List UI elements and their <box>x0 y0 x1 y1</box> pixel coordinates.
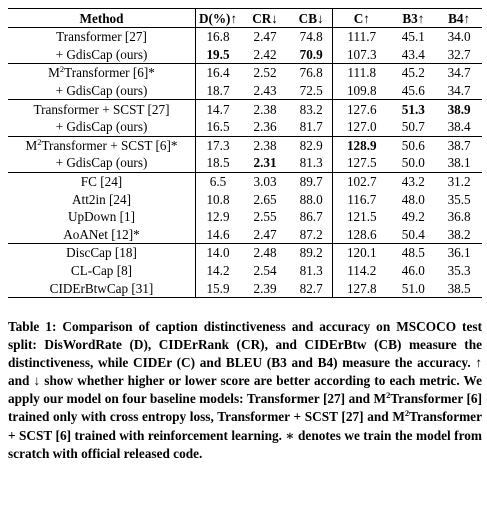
cell-c: 111.7 <box>333 28 391 46</box>
method-cell <box>8 46 196 64</box>
header-method: Method <box>8 9 196 28</box>
method-cell <box>8 118 196 136</box>
cell-cr: 2.55 <box>253 209 277 225</box>
cell-cb: 74.8 <box>290 28 333 46</box>
method-cell <box>8 190 196 208</box>
method-cell <box>8 244 196 262</box>
cell-b4: 38.5 <box>436 279 482 297</box>
method-name-suffix: Transformer [6]* <box>64 65 155 81</box>
cell-b4: 34.7 <box>436 64 482 82</box>
caption-text-3: Transformer + SCST [6] trained with reinforcement learning. ∗ denotes we train the model from scratch with official released code. <box>8 409 482 461</box>
header-d: D(%)↑ <box>196 9 241 28</box>
header-cb: CB↓ <box>290 9 333 28</box>
cell-cr: 2.65 <box>253 191 277 207</box>
cell-cr: 2.38 <box>240 100 290 118</box>
cell-b3: 46.0 <box>401 263 425 279</box>
cell-c: 116.7 <box>347 191 377 207</box>
table-row <box>8 100 482 118</box>
cell-cb: 82.9 <box>290 136 333 154</box>
cell-d: 18.5 <box>206 155 230 171</box>
cell-b3: 43.4 <box>401 46 425 62</box>
cell-c: 121.5 <box>346 209 377 225</box>
cell-c: 127.0 <box>346 119 377 135</box>
table-row <box>8 154 482 172</box>
cell-c: 109.8 <box>346 83 377 99</box>
cell-cr: 2.38 <box>240 136 290 154</box>
table-row <box>8 244 482 262</box>
cell-d: 19.5 <box>206 46 230 62</box>
table-row <box>8 46 482 64</box>
cell-c: 111.8 <box>333 64 391 82</box>
cell-cr: 2.39 <box>240 279 290 297</box>
cell-c: 120.1 <box>333 244 391 262</box>
table-caption <box>8 318 482 463</box>
caption-text-1: Table 1: Comparison of caption distinctiveness and accuracy on MSCOCO test split: DisWordRate (D), CIDErRank (CR), and CIDErBtw (CB) measure the distinctiveness, while CIDEr (C) and BLEU (B3 and B4) measure the accuracy. ↑ and ↓ show whether higher or lower score are better according to each metric. We apply our model on four baseline models: Transformer [27] and M <box>8 319 482 407</box>
header-cr: CR↓ <box>240 9 290 28</box>
table-row <box>8 118 482 136</box>
cell-b4: 38.9 <box>436 100 482 118</box>
cell-d: 16.5 <box>206 119 230 135</box>
method-name: M <box>48 65 60 81</box>
table-row <box>8 262 482 280</box>
cell-cr: 2.54 <box>253 263 277 279</box>
table-header-row <box>8 9 482 28</box>
cell-c: 107.3 <box>346 46 377 62</box>
cell-b3: 45.6 <box>401 83 425 99</box>
cell-d: 14.0 <box>196 244 241 262</box>
method-name: Att2in [24] <box>72 191 131 207</box>
cell-cr: 2.47 <box>240 28 290 46</box>
cell-d: 10.8 <box>206 191 230 207</box>
cell-cb: 89.2 <box>290 244 333 262</box>
cell-d: 17.3 <box>196 136 241 154</box>
method-cell <box>8 172 196 190</box>
cell-cr: 2.43 <box>253 83 277 99</box>
caption-text-2: Transformer [6] trained only with cross entropy loss, Transformer + SCST [27] and M <box>8 391 482 425</box>
cell-c: 127.8 <box>333 279 391 297</box>
cell-cb: 72.5 <box>290 82 333 100</box>
cell-b4: 34.7 <box>447 83 471 99</box>
table-row <box>8 226 482 244</box>
table-row <box>8 190 482 208</box>
cell-b4: 31.2 <box>436 172 482 190</box>
method-superscript: 2 <box>37 136 42 147</box>
cell-cb: 81.3 <box>290 262 333 280</box>
cell-b4: 38.7 <box>436 136 482 154</box>
cell-cr: 2.36 <box>253 119 277 135</box>
cell-b4: 36.8 <box>447 209 471 225</box>
cell-d: 14.7 <box>196 100 241 118</box>
method-name: AoANet [12]* <box>63 226 140 242</box>
header-c: C↑ <box>333 9 391 28</box>
cell-cb: 88.0 <box>290 190 333 208</box>
method-cell <box>8 136 196 154</box>
cell-c: 127.6 <box>333 100 391 118</box>
table-row <box>8 28 482 46</box>
method-name: CL-Cap [8] <box>70 263 133 279</box>
cell-b3: 50.4 <box>401 226 425 242</box>
method-name: + GdisCap (ours) <box>55 155 148 171</box>
table-body <box>8 28 482 298</box>
cell-b4: 35.3 <box>447 263 471 279</box>
method-name: CIDErBtwCap [31] <box>49 280 154 296</box>
method-name: UpDown [1] <box>67 209 136 225</box>
cell-b3: 51.0 <box>390 279 436 297</box>
cell-cb: 82.7 <box>290 279 333 297</box>
cell-cb: 81.7 <box>290 118 333 136</box>
cell-b4: 36.1 <box>436 244 482 262</box>
cell-b4: 35.5 <box>447 191 471 207</box>
table-row <box>8 64 482 82</box>
cell-d: 6.5 <box>196 172 241 190</box>
cell-b3: 43.2 <box>390 172 436 190</box>
cell-b3: 51.3 <box>390 100 436 118</box>
method-name: FC [24] <box>80 174 123 190</box>
method-name: + GdisCap (ours) <box>55 119 148 135</box>
table-row <box>8 208 482 226</box>
cell-cr: 2.42 <box>253 46 277 62</box>
cell-cb: 86.7 <box>290 208 333 226</box>
method-cell <box>8 226 196 244</box>
cell-b3: 50.0 <box>401 155 425 171</box>
method-name: M <box>25 137 38 153</box>
method-name-suffix: Transformer + SCST [6]* <box>41 137 178 153</box>
cell-b3: 49.2 <box>401 209 425 225</box>
cell-cr: 2.48 <box>240 244 290 262</box>
cell-d: 14.2 <box>206 263 230 279</box>
cell-cb: 76.8 <box>290 64 333 82</box>
method-name: + GdisCap (ours) <box>55 83 148 99</box>
cell-c: 128.6 <box>346 226 377 242</box>
method-cell <box>8 262 196 280</box>
method-name: Transformer + SCST [27] <box>33 101 170 117</box>
cell-d: 18.7 <box>206 83 230 99</box>
cell-b4: 38.2 <box>447 226 471 242</box>
table-row <box>8 279 482 297</box>
cell-cb: 89.7 <box>290 172 333 190</box>
cell-b3: 48.5 <box>390 244 436 262</box>
method-cell <box>8 64 196 82</box>
cell-c: 114.2 <box>347 263 377 279</box>
caption-sup-2: 2 <box>404 408 410 419</box>
method-cell <box>8 208 196 226</box>
cell-d: 15.9 <box>196 279 241 297</box>
cell-cb: 70.9 <box>290 46 333 64</box>
table-row <box>8 172 482 190</box>
method-cell <box>8 28 196 46</box>
cell-b4: 34.0 <box>436 28 482 46</box>
cell-c: 128.9 <box>333 136 391 154</box>
cell-cr: 2.47 <box>253 226 277 242</box>
method-cell <box>8 279 196 297</box>
cell-c: 102.7 <box>333 172 391 190</box>
cell-cr: 2.31 <box>253 155 277 171</box>
cell-cr: 3.03 <box>240 172 290 190</box>
method-cell <box>8 154 196 172</box>
cell-d: 12.9 <box>206 209 230 225</box>
cell-cb: 81.3 <box>290 154 333 172</box>
table-row <box>8 82 482 100</box>
cell-b3: 45.1 <box>390 28 436 46</box>
method-cell <box>8 82 196 100</box>
method-superscript: 2 <box>59 64 65 75</box>
header-b4: B4↑ <box>436 9 482 28</box>
cell-cb: 87.2 <box>290 226 333 244</box>
cell-d: 14.6 <box>206 226 230 242</box>
method-name: DiscCap [18] <box>66 245 137 261</box>
caption-sup-1: 2 <box>386 390 391 401</box>
cell-b3: 50.6 <box>390 136 436 154</box>
cell-b3: 50.7 <box>401 119 425 135</box>
cell-c: 127.5 <box>346 155 377 171</box>
cell-cr: 2.52 <box>240 64 290 82</box>
cell-b4: 38.4 <box>447 119 471 135</box>
method-cell <box>8 100 196 118</box>
cell-b3: 48.0 <box>401 191 425 207</box>
cell-b4: 32.7 <box>447 46 471 62</box>
results-table <box>8 8 482 298</box>
cell-b4: 38.1 <box>447 155 471 171</box>
method-name: Transformer [27] <box>56 29 147 45</box>
cell-b3: 45.2 <box>390 64 436 82</box>
cell-d: 16.4 <box>196 64 241 82</box>
header-b3: B3↑ <box>390 9 436 28</box>
cell-cb: 83.2 <box>290 100 333 118</box>
method-name: + GdisCap (ours) <box>55 46 148 62</box>
table-row <box>8 136 482 154</box>
cell-d: 16.8 <box>196 28 241 46</box>
